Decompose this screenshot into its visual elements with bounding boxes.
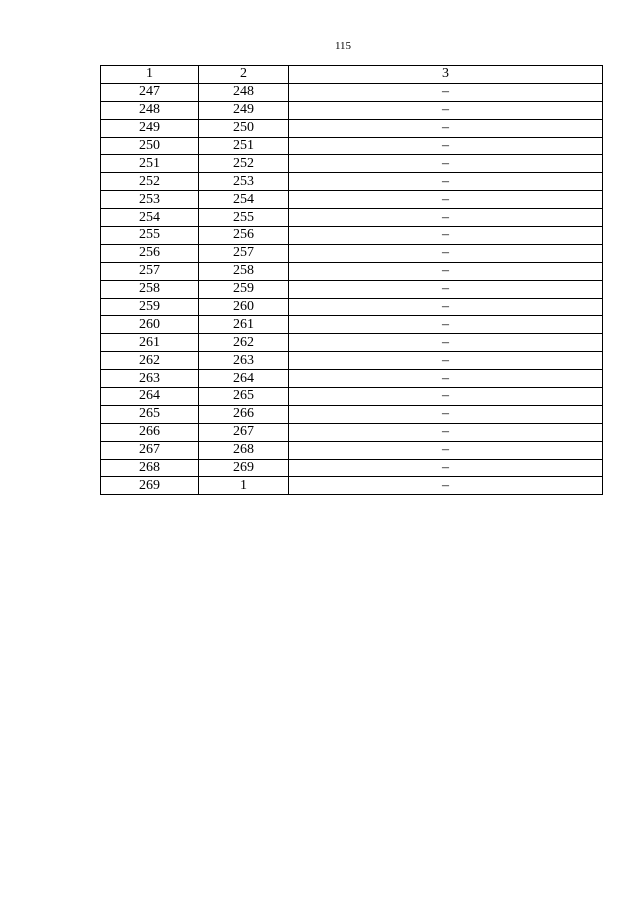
table-cell-col-2: 256 [199, 227, 289, 245]
table-row [101, 137, 603, 155]
table-cell-col-3: – [289, 227, 603, 245]
table-cell-col-2: 266 [199, 405, 289, 423]
table-cell-col-1: 252 [101, 173, 199, 191]
table-cell-col-1: 247 [101, 83, 199, 101]
table-cell-col-1: 249 [101, 119, 199, 137]
table-row [101, 191, 603, 209]
table-row [101, 298, 603, 316]
table-cell-col-1: 250 [101, 137, 199, 155]
table-cell-col-1: 258 [101, 280, 199, 298]
table-cell-col-3: – [289, 388, 603, 406]
table-cell-col-3: – [289, 405, 603, 423]
table-cell-col-3: – [289, 316, 603, 334]
table-row [101, 155, 603, 173]
table-cell-col-2: 1 [199, 477, 289, 495]
table-row [101, 459, 603, 477]
table-cell-col-3: – [289, 191, 603, 209]
table-cell-col-2: 262 [199, 334, 289, 352]
table-cell-col-1: 257 [101, 262, 199, 280]
data-table [100, 65, 603, 495]
table-cell-col-3: – [289, 334, 603, 352]
table-cell-col-3: – [289, 423, 603, 441]
table-cell-col-2: 255 [199, 209, 289, 227]
table-cell-col-3: – [289, 173, 603, 191]
table-row [101, 334, 603, 352]
table-cell-col-2: 253 [199, 173, 289, 191]
table-row [101, 227, 603, 245]
table-cell-col-2: 257 [199, 244, 289, 262]
table-cell-col-2: 268 [199, 441, 289, 459]
table-cell-col-2: 248 [199, 83, 289, 101]
table-header-row [101, 66, 603, 84]
column-header-3: 3 [289, 66, 603, 84]
table-cell-col-1: 248 [101, 101, 199, 119]
column-header-1: 1 [101, 66, 199, 84]
table-cell-col-1: 269 [101, 477, 199, 495]
table-row [101, 262, 603, 280]
table-cell-col-2: 264 [199, 370, 289, 388]
table-cell-col-3: – [289, 352, 603, 370]
table-cell-col-1: 266 [101, 423, 199, 441]
table-cell-col-3: – [289, 477, 603, 495]
table-cell-col-1: 254 [101, 209, 199, 227]
table-cell-col-2: 261 [199, 316, 289, 334]
table-cell-col-3: – [289, 441, 603, 459]
table-row [101, 405, 603, 423]
table-cell-col-3: – [289, 280, 603, 298]
table-row [101, 119, 603, 137]
table-cell-col-2: 249 [199, 101, 289, 119]
table-cell-col-1: 268 [101, 459, 199, 477]
table-row [101, 316, 603, 334]
table-cell-col-1: 255 [101, 227, 199, 245]
table-cell-col-3: – [289, 262, 603, 280]
table-cell-col-3: – [289, 370, 603, 388]
table-cell-col-3: – [289, 209, 603, 227]
table-row [101, 280, 603, 298]
table-cell-col-1: 265 [101, 405, 199, 423]
table-row [101, 370, 603, 388]
table-row [101, 441, 603, 459]
table-cell-col-3: – [289, 119, 603, 137]
table-body [101, 83, 603, 494]
table-cell-col-2: 251 [199, 137, 289, 155]
table-cell-col-1: 261 [101, 334, 199, 352]
table-row [101, 423, 603, 441]
table-cell-col-3: – [289, 155, 603, 173]
table-cell-col-3: – [289, 83, 603, 101]
table-cell-col-2: 258 [199, 262, 289, 280]
table-cell-col-3: – [289, 298, 603, 316]
table-cell-col-2: 263 [199, 352, 289, 370]
table-row [101, 101, 603, 119]
table-cell-col-1: 259 [101, 298, 199, 316]
table-row [101, 477, 603, 495]
table-cell-col-3: – [289, 137, 603, 155]
table-cell-col-1: 253 [101, 191, 199, 209]
table-cell-col-1: 251 [101, 155, 199, 173]
table-cell-col-3: – [289, 101, 603, 119]
table-row [101, 244, 603, 262]
table-cell-col-1: 256 [101, 244, 199, 262]
table-row [101, 209, 603, 227]
table-cell-col-2: 260 [199, 298, 289, 316]
table-row [101, 352, 603, 370]
table-cell-col-1: 262 [101, 352, 199, 370]
table-cell-col-2: 269 [199, 459, 289, 477]
table-cell-col-2: 252 [199, 155, 289, 173]
table-row [101, 388, 603, 406]
table-cell-col-1: 264 [101, 388, 199, 406]
table-cell-col-2: 267 [199, 423, 289, 441]
table-cell-col-1: 260 [101, 316, 199, 334]
page-number: 115 [334, 40, 352, 52]
table-cell-col-2: 265 [199, 388, 289, 406]
table-cell-col-1: 263 [101, 370, 199, 388]
table-cell-col-2: 259 [199, 280, 289, 298]
table-row [101, 173, 603, 191]
table-row [101, 83, 603, 101]
table-cell-col-3: – [289, 459, 603, 477]
table-cell-col-2: 250 [199, 119, 289, 137]
table-cell-col-3: – [289, 244, 603, 262]
table-cell-col-1: 267 [101, 441, 199, 459]
column-header-2: 2 [199, 66, 289, 84]
table-cell-col-2: 254 [199, 191, 289, 209]
